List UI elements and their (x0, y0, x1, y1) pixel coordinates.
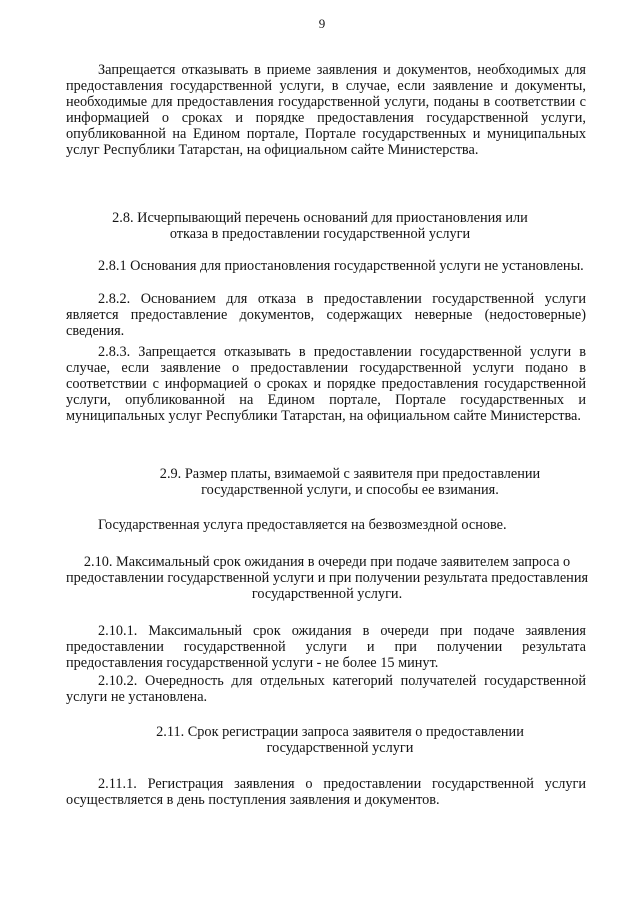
heading-2-8: 2.8. Исчерпывающий перечень оснований для приостановления или отказа в предоставлении государственной услуги (112, 210, 528, 242)
paragraph-2-8-1: 2.8.1 Основания для приостановления государственной услуги не установлены. (98, 258, 584, 274)
heading-2-9: 2.9. Размер платы, взимаемой с заявителя при предоставлении государственной услуги, и способы ее взимания. (159, 466, 541, 498)
paragraph-refusal-acceptance: Запрещается отказывать в приеме заявления и документов, необходимых для предоставления государственной услуги, в случае, если заявление и документы, необходимые для предоставления государственной услуги, поданы в соответствии с информацией о сроках и порядке предоставления государственной услуги, опубликованной на Едином портале, Портале государственных и муниципальных услуг Республики Татарстан, на официальном сайте Министерства. (66, 62, 586, 158)
paragraph-2-10-1: 2.10.1. Максимальный срок ожидания в очереди при подаче заявления предоставлении государственной услуги и при получении результата предоставления государственной услуги - не более 15 минут. (66, 623, 586, 671)
paragraph-2-8-2: 2.8.2. Основанием для отказа в предоставлении государственной услуги является предоставление документов, содержащих неверные (недостоверные) сведения. (66, 291, 586, 339)
heading-2-11: 2.11. Срок регистрации запроса заявителя о предоставлении государственной услуги (156, 724, 524, 756)
paragraph-2-11-1: 2.11.1. Регистрация заявления о предоставлении государственной услуги осуществляется в день поступления заявления и документов. (66, 776, 586, 808)
paragraph-2-8-3: 2.8.3. Запрещается отказывать в предоставлении государственной услуги в случае, если заявление о предоставлении государственной услуги подано в соответствии с информацией о сроках и порядке предоставления государственной услуги, опубликованной на Едином портале, Портале государственных и муниципальных услуг Республики Татарстан, на официальном сайте Министерства. (66, 344, 586, 424)
paragraph-free-of-charge: Государственная услуга предоставляется на безвозмездной основе. (98, 517, 507, 533)
paragraph-2-10-2: 2.10.2. Очередность для отдельных категорий получателей государственной услуги не установлена. (66, 673, 586, 705)
page-number: 9 (318, 16, 326, 31)
heading-2-10: 2.10. Максимальный срок ожидания в очереди при подаче заявителем запроса о предоставлении государственной услуги и при получении результата предоставления государственной услуги. (65, 554, 589, 602)
